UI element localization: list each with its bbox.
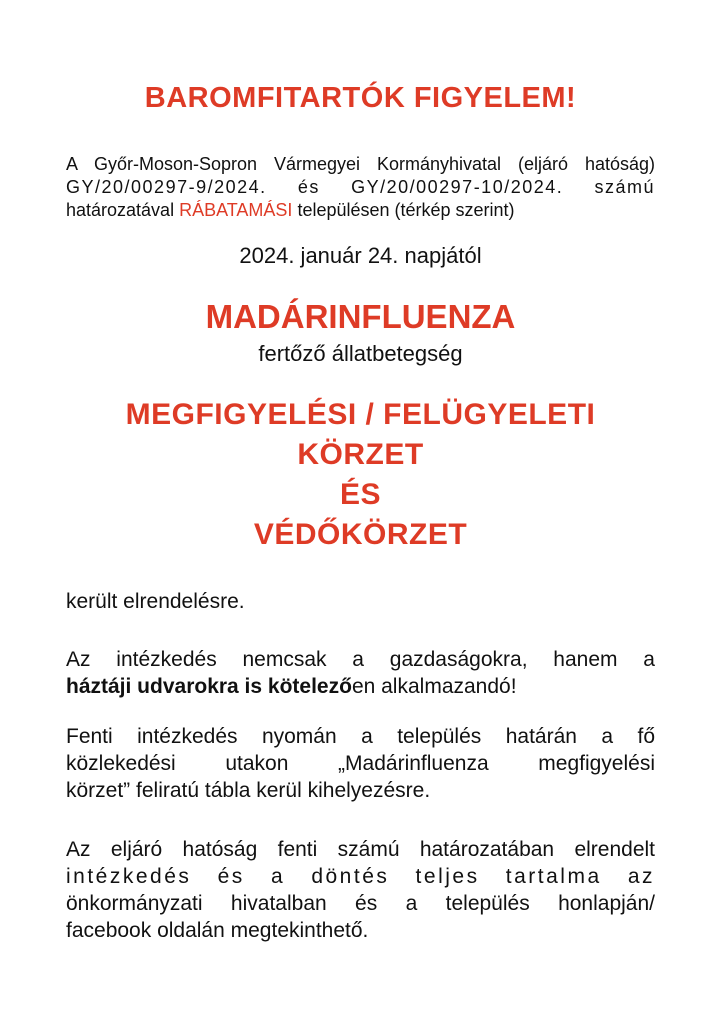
zone-heading-line-2: KÖRZET [297,438,424,471]
scope-line-1: Az intézkedés nemcsak a gazdaságokra, hanem a [66,648,655,671]
intro-line-3-suffix: településen (térkép szerint) [292,200,515,220]
scope-line-2-normal: en alkalmazandó! [351,675,517,698]
signage-paragraph [66,723,655,804]
availability-line-4: facebook oldalán megtekinthető. [66,919,369,942]
signage-line-3: körzet” feliratú tábla kerül kihelyezésre. [66,779,431,802]
intro-line-2: GY/20/00297-9/2024. és GY/20/00297-10/2024. számú [66,177,655,197]
scope-line-2-bold: háztáji udvarokra is kötelező [66,675,352,698]
disease-title: MADÁRINFLUENZA [205,298,516,335]
availability-paragraph [66,836,655,944]
availability-line-1: Az eljáró hatóság fenti számú határozatában elrendelt [66,838,655,861]
disease-subtitle: fertőző állatbetegség [258,341,463,366]
intro-paragraph [66,153,655,222]
scope-line-2 [66,673,655,700]
availability-line-3: önkormányzati hivatalban és a település honlapján/ [66,892,655,915]
intro-line-3 [66,199,655,222]
signage-line-2: közlekedési utakon „Madárinfluenza megfigyelési [66,752,655,775]
zone-heading [66,395,655,555]
notice-title: BAROMFITARTÓK FIGYELEM! [144,82,577,114]
intro-line-1: A Győr-Moson-Sopron Vármegyei Kormányhivatal (eljáró hatóság) [66,154,655,174]
signage-line-1: Fenti intézkedés nyomán a település határán a fő [66,725,655,748]
zone-heading-line-1: MEGFIGYELÉSI / FELÜGYELETI [125,398,596,431]
zone-heading-line-4: VÉDŐKÖRZET [253,518,468,551]
scope-paragraph [66,646,655,700]
ordered-text: került elrendelésre. [66,590,245,613]
availability-line-2: intézkedés és a döntés teljes tartalma az [66,865,655,888]
highlight-settlement-name: RÁBATAMÁSI [179,200,293,220]
effective-date: 2024. január 24. napjától [239,243,482,268]
intro-line-3-prefix: határozatával [66,200,180,220]
zone-heading-line-3: ÉS [339,478,382,511]
